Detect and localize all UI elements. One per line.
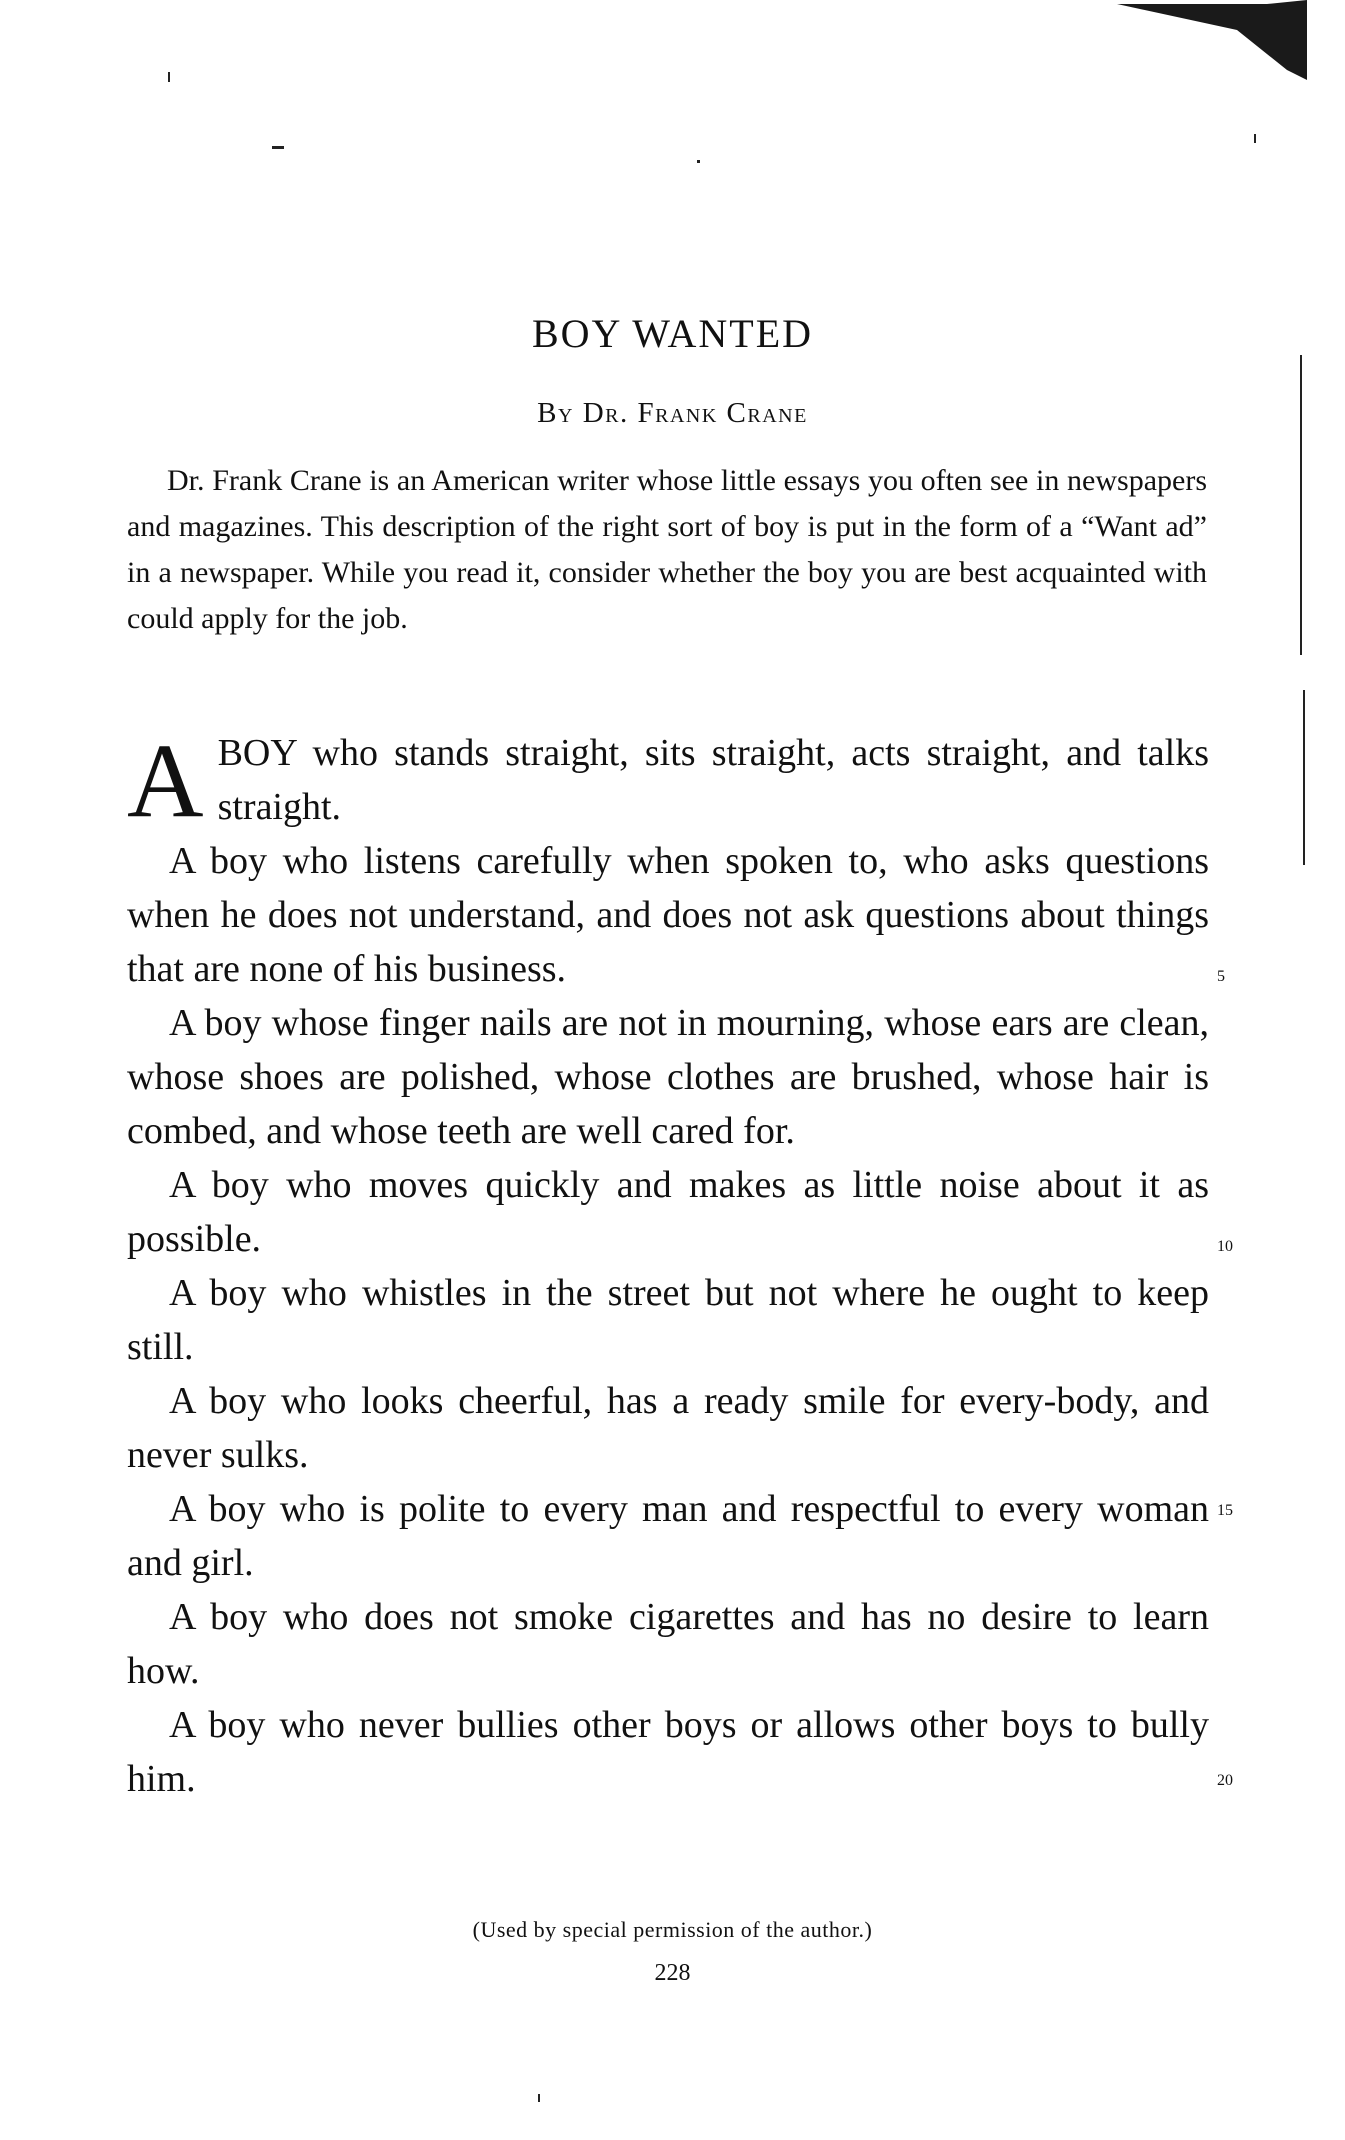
paragraph-7: A boy who is polite to every man and respectful to every woman and girl.	[127, 1488, 1209, 1584]
line-number: 15	[1217, 1502, 1233, 1519]
line-number: 10	[1217, 1238, 1233, 1255]
paragraph-9: A boy who never bullies other boys or allows other boys to bully him.	[127, 1704, 1209, 1800]
line-number: 20	[1217, 1772, 1233, 1789]
paragraph-4: A boy who moves quickly and makes as little noise about it as possible.	[127, 1164, 1209, 1260]
scan-margin-line	[1303, 690, 1305, 865]
scan-speck	[538, 2094, 540, 2102]
intro-note: Dr. Frank Crane is an American writer whose little essays you often see in newspapers and magazines. This description of the right sort of boy is put in the form of a “Want ad” in a newspaper. While you read it, consider whether the boy you are best acquainted with could apply for the job.	[127, 464, 1207, 635]
permission-footnote: (Used by special permission of the author.)	[472, 1917, 873, 1942]
scan-speck	[697, 160, 700, 163]
scan-speck	[272, 146, 284, 149]
essay-title: BOY WANTED	[531, 311, 814, 356]
author-byline: By Dr. Frank Crane	[537, 397, 808, 429]
line-number: 5	[1217, 968, 1225, 985]
paragraph-3: A boy whose finger nails are not in mourning, whose ears are clean, whose shoes are polished, whose clothes are brushed, whose hair is combed, and whose teeth are well cared for.	[127, 1002, 1209, 1152]
drop-cap: A	[127, 722, 204, 839]
page-number: 228	[654, 1960, 691, 1986]
scan-speck	[168, 72, 170, 82]
paragraph-5: A boy who whistles in the street but not where he ought to keep still.	[127, 1272, 1209, 1368]
scan-corner-blot	[1117, 0, 1307, 80]
scan-speck	[1254, 134, 1256, 143]
paragraph-1	[127, 722, 1209, 839]
paragraph-1-text: BOY who stands straight, sits straight, acts straight, and talks straight.	[217, 732, 1209, 828]
paragraph-8: A boy who does not smoke cigarettes and has no desire to learn how.	[127, 1596, 1209, 1692]
paragraph-6: A boy who looks cheerful, has a ready smile for every-body, and never sulks.	[127, 1380, 1209, 1476]
essay-body	[127, 722, 1209, 1806]
paragraph-2: A boy who listens carefully when spoken to, who asks questions when he does not understand, and does not ask questions about things that are none of his business.	[127, 840, 1209, 990]
